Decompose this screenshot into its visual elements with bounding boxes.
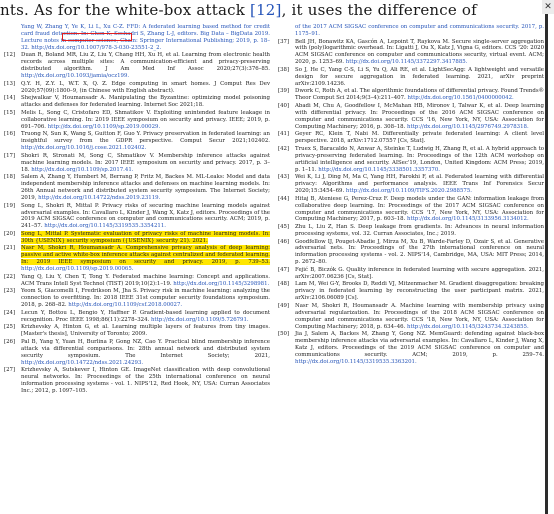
reference-text [21, 339, 270, 367]
reference-item [278, 131, 544, 145]
reference-item [4, 203, 270, 231]
reference-text [21, 95, 270, 109]
reference-text [21, 288, 270, 309]
reference-number: [15] [4, 109, 16, 116]
reference-text [295, 196, 544, 224]
scrollbar[interactable] [545, 0, 548, 514]
reference-number: [27] [4, 367, 16, 374]
reference-link[interactable]: http://dx.doi.org/10.1016/j.cose.2021.102402. [21, 145, 147, 152]
reference-link[interactable]: http://dx.doi.org/10.14722/ndss.2019.23119. [38, 195, 161, 202]
reference-body: Nasr M, Shokri R, Houmansadr A. Comprehensive privacy analysis of deep learning: passive and active white-box inference attacks against centralized and federated learning. In: 2019 IEEE symposium on security and privacy. 2019, p. 739–53. [21, 245, 270, 266]
reference-text [21, 52, 270, 80]
reference-text [295, 67, 544, 88]
reference-body: Truong N, Sun K, Wang S, Guitton F, Guo Y. Privacy preservation in federated learning: an insightful survey from the GDPR perspective. Comput Secur 2021;102402. [21, 131, 270, 145]
references-left-column [4, 24, 270, 512]
reference-body: Geyer RC, Klein T, Nabi M. Differentially private federated learning: A client level perspective. 2018, arXiv:1712.07557 [Cs, Stat]. [295, 131, 544, 145]
reference-link[interactable]: http://dx.doi.org/10.14722/ndss.2021.24293. [21, 359, 144, 366]
reference-body: Truex S, Baracaldo N, Anwar A, Steinke T, Ludwig H, Zhang R, et al. A hybrid approach to privacy-preserving federated learning. In: Proceedings of the 12th ACM workshop on artificial intelligence and security. AISec'19, London, United Kingdom: ACM Press; 2019, p. 1–11. [295, 145, 544, 173]
reference-body: Nasr M, Shokri R, Houmansadr A. Machine learning with membership privacy using adversarial regularization. In: Proceedings of the 2018 ACM SIGSAC conference on computer and communications security. CCS '18, New York, NY, USA: Association for Computing Machinery; 2018, p. 634–46. [295, 302, 544, 330]
reference-body: Abadi M, Chu A, Goodfellow I, McMahan HB, Mironov I, Talwar K, et al. Deep learning with differential privacy. In: Proceedings of the 2016 ACM SIGSAC conference on computer and communications security. CCS '16, New York, NY, USA: Association for Computing Machinery; 2016, p. 308–18. [295, 102, 544, 130]
reference-body: Goodfellow IJ, Pouget-Abadie J, Mirza M, Xu B, Warde-Farley D, Ozair S, et al. Generative adversarial nets. In: Proceedings of the 27th international conference on neural information processing systems - vol. 2. NIPS'14, Cambridge, MA, USA: MIT Press; 2014, p. 2672–80. [295, 238, 544, 266]
reference-link[interactable]: Yang W, Zhang Y, Ye K, Li L, Xu C-Z. FFD: A federated learning based method for credit card fraud detection. In: Chen K, Seshadri S, Zhang L-J, editors. Big Data – BigData 2019. Lecture notes in computer science, Cham: Springer International Publishing; 2019, p. 18–32. http://dx.doi.org/10.1007/978-3-030-23551-2_2. [21, 24, 270, 51]
reference-item [4, 174, 270, 202]
reference-item [278, 174, 544, 195]
reference-body: Zhu L, Liu Z, Han S. Deep leakage from gradients. In: Advances in neural information processing systems, vol. 32. Curran Associates, Inc.; 2019. [295, 224, 544, 237]
reference-number: [24] [4, 309, 16, 316]
reference-text [295, 267, 544, 281]
reference-text [21, 81, 270, 95]
reference-number: [22] [4, 273, 16, 280]
reference-item [278, 39, 544, 67]
reference-item [278, 24, 544, 38]
reference-text [21, 310, 270, 324]
reference-item [4, 95, 270, 109]
reference-text [295, 39, 544, 67]
reference-number: [14] [4, 95, 16, 102]
reference-link[interactable]: http://dx.doi.org/10.1109/5.726791. [150, 316, 249, 323]
reference-link[interactable]: http://dx.doi.org/10.1145/3319535.3363201. [295, 359, 417, 366]
reference-link[interactable]: http://dx.doi.org/10.1109/sp.2019.00029. [47, 123, 161, 130]
reference-body: Lam M, Wei G-Y, Brooks D, Reddi VJ, Mitzenmacher M. Gradient disaggregation: breaking privacy in federated learning by reconstructing the user participant matrix. 2021, arXiv:2106.06089 [Cs]. [295, 281, 544, 302]
body-text-line [0, 0, 554, 22]
reference-item [4, 81, 270, 95]
reference-body: Song L, Shokri R, Mittal P. Privacy risks of securing machine learning models against adversarial examples. In: Cavallaro L, Kinder J, Wang X, Katz J, editors. Proceedings of the 2019 ACM SIGSAC conference on computer and communications security. ACM; 2019, p. 241–57. [21, 202, 270, 230]
reference-text [295, 103, 544, 131]
reference-link[interactable]: http://dx.doi.org/10.1145/3133956.3134012. [407, 216, 529, 223]
reference-text [295, 281, 544, 302]
reference-body: Krizhevsky A, Sutskever I, Hinton GE. ImageNet classification with deep convolutional neural networks. In: Proceedings of the 25th international conference on neural information processing systems - vol. 1. NIPS'12, Red Hook, NY, USA: Curran Associates Inc.; 2012, p. 1097–105. [21, 367, 270, 395]
reference-body: Fejić B, Biczók G. Quality inference in federated learning with secure aggregation. 2021, arXiv:2007.06236 [Cs, Stat]. [295, 266, 544, 280]
reference-item [278, 303, 544, 331]
reference-body: Lecun Y, Bottou L, Bengio Y, Haffner P. Gradient-based learning applied to document recognition. Proc IEEE 1998;86(11):2278–324. [21, 309, 270, 323]
reference-body: Yang Q, Liu Y, Chen T, Tong Y. Federated machine learning: Concept and applications. ACM Trans Intell Syst Technol (TIST) 2019;10(2):1–19. [21, 273, 270, 287]
reference-body: Wei K, Li J, Ding M, Ma C, Yang HH, Farokhi F, et al. Federated learning with differential privacy: Algorithms and performance analysis. IEEE Trans Inf Forensics Secur 2020;15:3454–69. [295, 174, 544, 195]
reference-number: [25] [4, 324, 16, 331]
reference-text [295, 174, 544, 195]
reference-item [4, 310, 270, 324]
reference-number: [23] [4, 288, 16, 295]
body-text-before: nts. As for the white-box attack [0, 1, 251, 19]
reference-item [4, 339, 270, 367]
reference-item [4, 245, 270, 273]
reference-number: [49] [278, 302, 290, 309]
reference-item [278, 331, 544, 366]
reference-number [4, 24, 21, 52]
reference-body: Bell JH, Bonawitz KA, Gascón A, Lepoint T, Raykova M. Secure single-server aggregation with (poly)logarithmic overhead. In: Ligatti J, Ou X, Katz J, Vigna G, editors. CCS '20: 2020 ACM SIGSAC conference on computer and communications security, virtual event. ACM; 2020, p. 1253–69. [295, 38, 544, 66]
reference-number: [44] [278, 195, 290, 202]
reference-item [278, 281, 544, 302]
reference-item [4, 367, 270, 395]
reference-number: [16] [4, 131, 16, 138]
reference-number: [18] [4, 174, 16, 181]
reference-body: Hitaj B, Ateniese G, Perez-Cruz F. Deep models under the GAN: information leakage from collaborative deep learning. In: Proceedings of the 2017 ACM SIGSAC conference on computer and communications security. CCS '17, New York, NY, USA: Association for Computing Machinery; 2017, p. 603–18. [295, 195, 544, 223]
reference-body: Krizhevsky A, Hinton G, et al. Learning multiple layers of features from tiny images. [Master's thesis], University of Toronto; 2009. [21, 324, 270, 338]
references-right-column [278, 24, 544, 512]
reference-text [21, 203, 270, 231]
reference-item [4, 153, 270, 174]
reference-body: Shokri R, Stronati M, Song C, Shmatikov V. Membership inference attacks against machine learning models. In: 2017 IEEE symposium on security and privacy. 2017, p. 3–18. [21, 152, 270, 173]
reference-body: Melis L, Song C, Cristofaro ED, Shmatikov V. Exploiting unintended feature leakage in collaborative learning. In: 2019 IEEE symposium on security and privacy. IEEE; 2019, p. 691–706. [21, 109, 270, 130]
reference-text [21, 131, 270, 152]
reference-number: [47] [278, 266, 290, 273]
reference-item [278, 267, 544, 281]
reference-item [278, 146, 544, 174]
reference-link[interactable]: http://dx.doi.org/10.1145/3298981. [173, 280, 270, 287]
reference-item [4, 52, 270, 80]
reference-body: Jia J, Salem A, Backes M, Zhang Y, Gong NZ. MemGuard: defending against black-box membership inference attacks via adversarial examples. In: Cavallaro L, Kinder J, Wang X, Katz J, editors. Proceedings of the 2019 ACM SIGSAC conference on computer and communications security. ACM; 2019, p. 259–74. [295, 331, 544, 359]
reference-link[interactable]: http://dx.doi.org/10.1093/jamia/ocz199. [21, 73, 130, 80]
reference-number: [12] [4, 52, 16, 59]
reference-link[interactable]: http://dx.doi.org/10.1109/csf.2018.00027. [68, 302, 183, 309]
reference-text [21, 24, 270, 52]
reference-number: [39] [278, 88, 290, 95]
reference-item [278, 196, 544, 224]
reference-body: Duan R, Boland MR, Liu Z, Liu Y, Chang HH, Xu H, et al. Learning from electronic health records across multiple sites: A communication-efficient and privacy-preserving distributed algorithm. J Am Med Inf Assoc 2020;27(3):376–85. [21, 52, 270, 73]
reference-link[interactable]: http://dx.doi.org/10.1561/0400000042. [407, 95, 514, 102]
reference-number [278, 24, 295, 38]
reference-number: [26] [4, 338, 16, 345]
reference-text [21, 110, 270, 131]
reference-text [21, 231, 270, 245]
reference-number: [19] [4, 202, 16, 209]
reference-body: Yeom S, Giacomelli I, Fredrikson M, Jha S. Privacy risk in machine learning: analyzing the connection to overfitting. In: 2018 IEEE 31st computer security foundations symposium. 2018, p. 268–82. [21, 288, 270, 309]
reference-link[interactable]: http://dx.doi.org/10.1145/3243734.3243855. [407, 323, 529, 330]
reference-body: Pal B, Yang Y, Yuan H, Burlina P, Gong NZ, Cao Y. Practical blind membership inference attack via differential comparisons. In: 28th annual network and distributed system security symposium. The Internet Society; 2021, [21, 338, 270, 359]
reference-number: [43] [278, 174, 290, 181]
reference-body: Dwork C, Roth A, et al. The algorithmic foundations of differential privacy. Found Trends® Theor Comput Sci 2014;9(3–4):211–407. [295, 88, 544, 102]
close-icon[interactable]: ✕ [542, 0, 554, 14]
reference-number: [37] [278, 38, 290, 45]
reference-body: Song L, Mittal P. Systematic evaluation of privacy risks of machine learning models. In: 30th {USENIX} security symposium ({USENIX} security 21). 2021. [21, 230, 270, 244]
reference-item [4, 110, 270, 131]
reference-text [295, 239, 544, 267]
reference-link[interactable]: http://dx.doi.org/10.1145/3372297.3417885. [345, 59, 468, 66]
reference-item [4, 231, 270, 245]
reference-number: [41] [278, 131, 290, 138]
reference-link[interactable]: http://dx.doi.org/10.1145/3338501.3357370. [318, 166, 440, 173]
reference-item [278, 67, 544, 88]
reference-text [21, 174, 270, 202]
reference-number: [13] [4, 80, 16, 87]
reference-number: [42] [278, 145, 290, 152]
reference-number: [21] [4, 245, 16, 252]
reference-number: [40] [278, 102, 290, 109]
reference-item [4, 288, 270, 309]
reference-text [21, 153, 270, 174]
reference-text [295, 146, 544, 174]
reference-text [21, 274, 270, 288]
reference-number: [46] [278, 238, 290, 245]
reference-number: [50] [278, 331, 290, 338]
reference-number: [38] [278, 66, 290, 73]
reference-text [295, 24, 544, 38]
reference-text [295, 131, 544, 145]
reference-text [21, 245, 270, 273]
reference-number: [45] [278, 224, 290, 231]
reference-text [295, 88, 544, 102]
reference-number: [17] [4, 152, 16, 159]
reference-text [295, 303, 544, 331]
reference-body: Salem A, Zhang Y, Humbert M, Berrang P, Fritz M, Backes M. ML-Leaks: Model and data independent membership inference attacks and defenses on machine learning models. In: 26th Annual network and distributed system security symposium. The Internet Society; 2019, [21, 174, 270, 202]
reference-item [4, 131, 270, 152]
reference-text [295, 224, 544, 238]
reference-item [4, 274, 270, 288]
reference-item [278, 103, 544, 131]
reference-item [4, 24, 270, 52]
reference-link[interactable]: http://dx.doi.org/10.1109/TIFS.2020.2988575. [345, 188, 472, 195]
reference-item [278, 88, 544, 102]
reference-body: Q.Y. H, Z.Y. L, W.T. X, Q. Z. Edge computing in smart homes. J Comput Res Dev 2020;57(09):1800–9, (in Chinese with English abstract). [21, 80, 270, 94]
reference-link[interactable]: http://dx.doi.org/10.1109/sp.2019.00065. [21, 266, 134, 273]
reference-item [278, 239, 544, 267]
reference-body: So J, He C, Yang C-S, Li S, Yu Q, Ali RE, et al. LightSecAgg: A lightweight and versatile design for secure aggregation in federated learning. 2021, arXiv preprint arXiv:2109.14236. [295, 66, 544, 87]
reference-number: [48] [278, 281, 290, 288]
reference-link[interactable]: http://dx.doi.org/10.1109/sp.2017.41. [31, 166, 134, 173]
reference-item [4, 324, 270, 338]
reference-link[interactable]: http://dx.doi.org/10.1145/3319535.3354211. [44, 223, 166, 230]
reference-item [278, 224, 544, 238]
reference-text [295, 331, 544, 366]
citation-link[interactable]: [12] [250, 1, 282, 19]
reference-number: [20] [4, 230, 16, 237]
reference-body: Shejwalkar V, Houmansadr A. Manipulating the Byzantine: optimizing model poisoning attacks and defenses for federated learning. Internet Soc 2021;18. [21, 95, 270, 109]
reference-text [21, 324, 270, 338]
body-text-after: , it uses the difference of [281, 1, 477, 19]
reference-link[interactable]: of the 2017 ACM SIGSAC conference on computer and communications security. 2017, p. 1175–91. [295, 24, 544, 37]
reference-link[interactable]: http://dx.doi.org/10.1145/2976749.2978318. [407, 123, 529, 130]
reference-text [21, 367, 270, 395]
